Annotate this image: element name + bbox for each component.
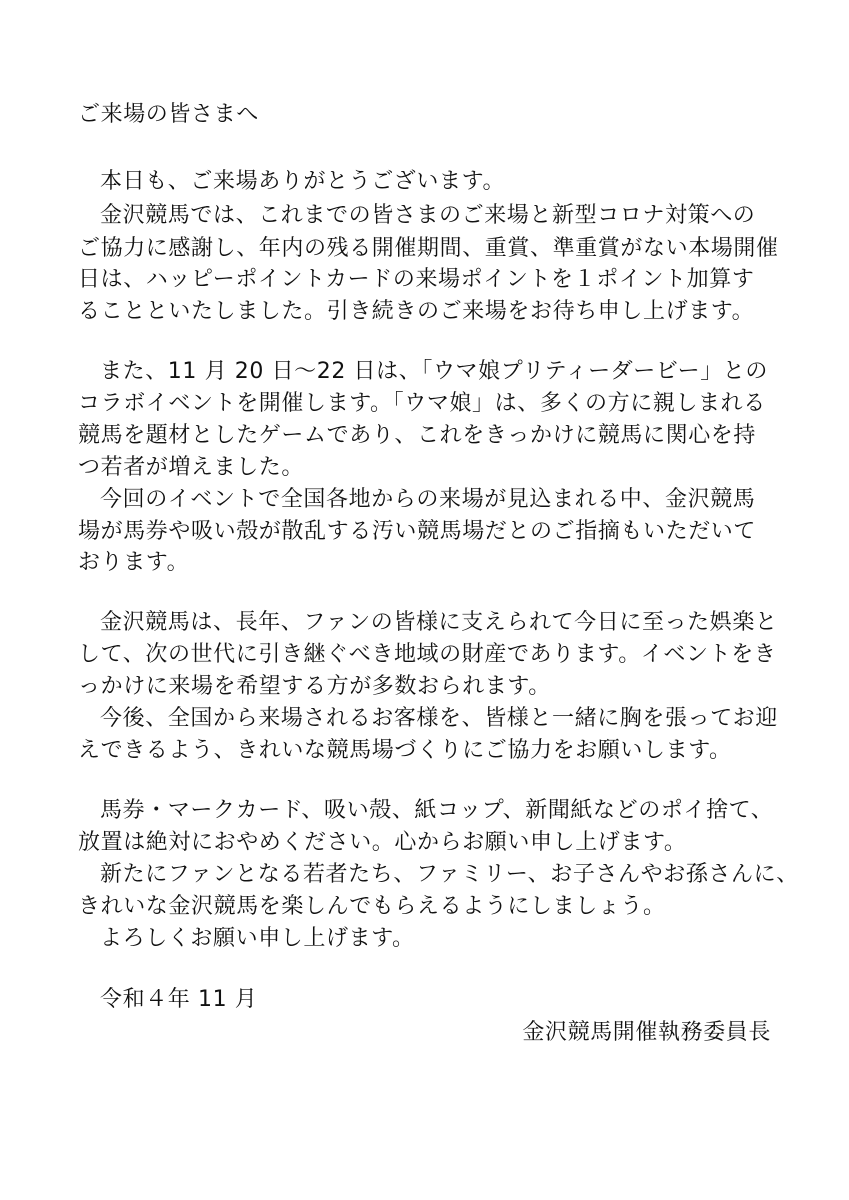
paragraph-1-line-3: ご協力に感謝し、年内の残る開催期間、重賞、準重賞がない本場開催 [78, 236, 779, 261]
paragraph-1-line-4: 日は、ハッピーポイントカードの来場ポイントを１ポイント加算す [78, 267, 755, 292]
paragraph-3-line-3: っかけに来場を希望する方が多数おられます。 [78, 674, 551, 699]
paragraph-2-line-6: 場が馬券や吸い殻が散乱する汚い競馬場だとのご指摘もいただいて [78, 519, 757, 544]
paragraph-2-line-7: おります。 [78, 550, 190, 575]
issue-date: 令和４年 11 月 [100, 987, 258, 1012]
paragraph-4-line-5: よろしくお願い申し上げます。 [100, 926, 415, 951]
paragraph-4-line-2: 放置は絶対におやめください。心からお願い申し上げます。 [78, 830, 687, 855]
paragraph-4-line-1: 馬券・マークカード、吸い殻、紙コップ、新聞紙などのポイ捨て、 [100, 798, 774, 823]
paragraph-3-line-2: して、次の世代に引き継ぐべき地域の財産であります。イベントをき [78, 642, 777, 667]
paragraph-1-line-2: 金沢競馬では、これまでの皆さまのご来場と新型コロナ対策への [100, 203, 756, 228]
paragraph-4-line-3: 新たにファンとなる若者たち、ファミリー、お子さんやお孫さんに、 [100, 862, 799, 887]
paragraph-3-line-5: えできるよう、きれいな競馬場づくりにご協力をお願いします。 [78, 738, 732, 763]
paragraph-3-line-4: 今後、全国から来場されるお客様を、皆様と一緒に胸を張ってお迎 [100, 706, 779, 731]
paragraph-2-line-2: コラボイベントを開催します。「ウマ娘」は、多くの方に親しまれる [78, 391, 766, 416]
paragraph-2-line-4: つ若者が増えました。 [78, 455, 305, 480]
paragraph-2-line-3: 競馬を題材としたゲームであり、これをきっかけに競馬に関心を持 [78, 423, 757, 448]
paragraph-3-line-1: 金沢競馬は、長年、ファンの皆様に支えられて今日に至った娯楽と [100, 610, 778, 635]
paragraph-2-line-1: また、11 月 20 日～22 日は、「ウマ娘プリティーダービー」との [100, 359, 768, 384]
paragraph-4-line-4: きれいな金沢競馬を楽しんでもらえるようにしましょう。 [78, 894, 666, 919]
paragraph-2-line-5: 今回のイベントで全国各地からの来場が見込まれる中、金沢競馬 [100, 487, 756, 512]
paragraph-1-line-1: 本日も、ご来場ありがとうございます。 [100, 169, 506, 194]
paragraph-1-line-5: ることといたしました。引き続きのご来場をお待ち申し上げます。 [78, 299, 755, 324]
salutation: ご来場の皆さまへ [78, 102, 259, 127]
signature: 金沢競馬開催執務委員長 [522, 1020, 771, 1045]
